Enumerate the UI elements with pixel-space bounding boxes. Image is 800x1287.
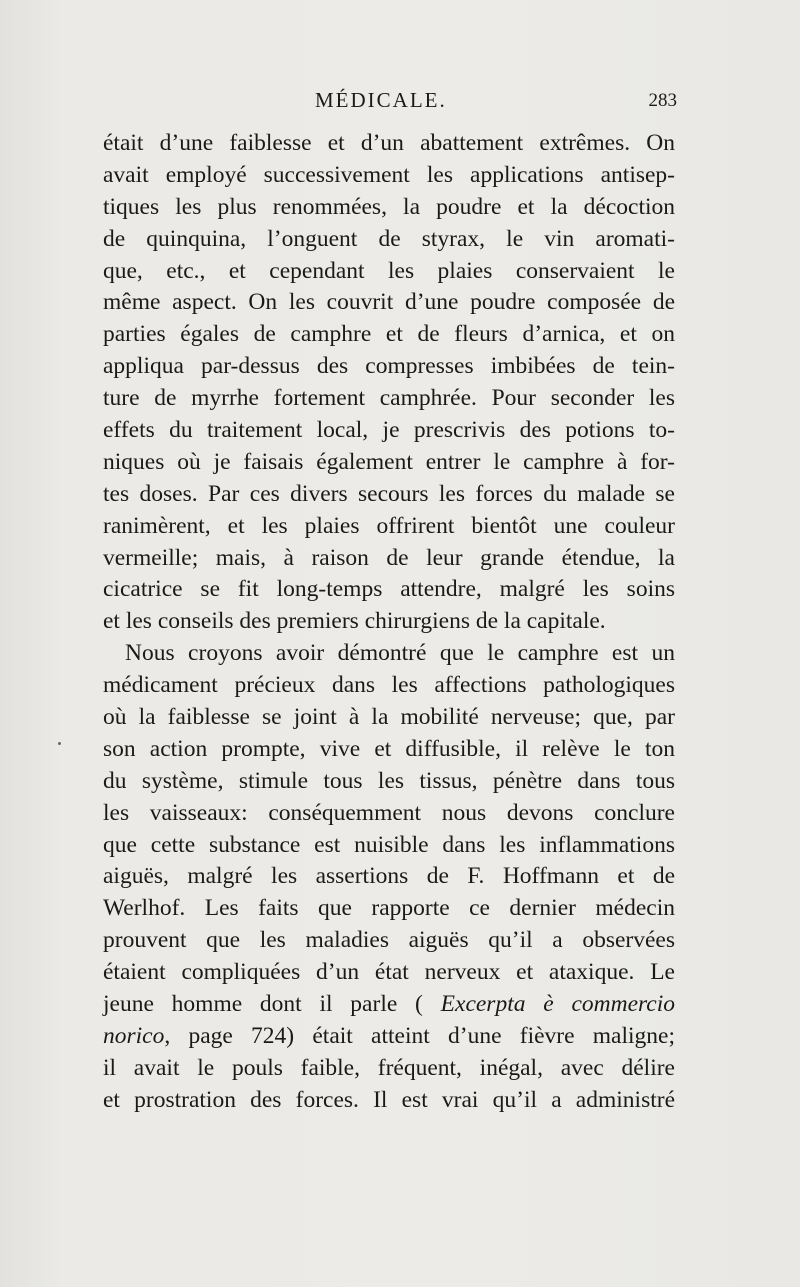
text-fragment: jeune homme dont il parle ( — [103, 991, 441, 1018]
text-line: ranimèrent, et les plaies offrirent bientôt une couleur — [103, 512, 675, 539]
text-line: que, etc., et cependant les plaies conservaient le — [103, 257, 675, 284]
text-line: vermeille; mais, à raison de leur grande étendue, la — [103, 544, 675, 571]
text-line: et prostration des forces. Il est vrai qu’il a administré — [103, 1086, 675, 1113]
text-line: médicament précieux dans les affections pathologiques — [103, 672, 675, 699]
text-line-with-citation — [103, 1021, 675, 1053]
text-line: Werlhof. Les faits que rapporte ce dernier médecin — [103, 895, 675, 922]
text-line: aiguës, malgré les assertions de F. Hoffmann et de — [103, 863, 675, 890]
text-line: de quinquina, l’onguent de styrax, le vin aromati- — [103, 225, 675, 252]
text-line: avait employé successivement les applications antisep- — [103, 161, 675, 188]
text-line: étaient compliquées d’un état nerveux et ataxique. Le — [103, 959, 675, 986]
citation-title: norico — [103, 1022, 165, 1049]
text-fragment: , page 724) était atteint d’une fièvre maligne; — [164, 1022, 675, 1049]
text-line: son action prompte, vive et diffusible, il relève le ton — [103, 735, 675, 762]
text-line: parties égales de camphre et de fleurs d’arnica, et on — [103, 321, 675, 348]
running-head: MÉDICALE. — [315, 88, 447, 112]
text-line: niques où je faisais également entrer le camphre à for- — [103, 448, 675, 475]
text-line: Nous croyons avoir démontré que le camphre est un — [125, 640, 675, 667]
text-line: les vaisseaux: conséquemment nous devons conclure — [103, 799, 675, 826]
text-line: effets du traitement local, je prescrivis des potions to- — [103, 417, 675, 444]
text-line: du système, stimule tous les tissus, pénètre dans tous — [103, 767, 675, 794]
text-line: que cette substance est nuisible dans les inflammations — [103, 831, 675, 858]
text-line: prouvent que les maladies aiguës qu’il a observées — [103, 927, 675, 954]
page-number: 283 — [648, 90, 677, 111]
text-line: où la faiblesse se joint à la mobilité nerveuse; que, par — [103, 704, 675, 731]
citation-title: Excerpta è commercio — [440, 991, 675, 1018]
margin-speck — [58, 742, 61, 745]
text-line: cicatrice se fit long-temps attendre, malgré les soins — [103, 576, 675, 603]
text-line: tiques les plus renommées, la poudre et la décoction — [103, 193, 675, 220]
text-line: il avait le pouls faible, fréquent, inégal, avec délire — [103, 1054, 675, 1081]
text-line: ture de myrrhe fortement camphrée. Pour seconder les — [103, 385, 675, 412]
text-line: même aspect. On les couvrit d’une poudre composée de — [103, 289, 675, 316]
text-line: tes doses. Par ces divers secours les forces du malade se — [103, 480, 675, 507]
text-line: était d’une faiblesse et d’un abattement extrêmes. On — [103, 130, 675, 156]
body-text — [103, 128, 675, 1117]
text-line-with-citation — [103, 989, 675, 1021]
text-line: appliqua par-dessus des compresses imbibées de tein- — [103, 353, 675, 380]
page-header — [103, 88, 677, 118]
text-line: et les conseils des premiers chirurgiens de la capitale. — [103, 608, 606, 635]
